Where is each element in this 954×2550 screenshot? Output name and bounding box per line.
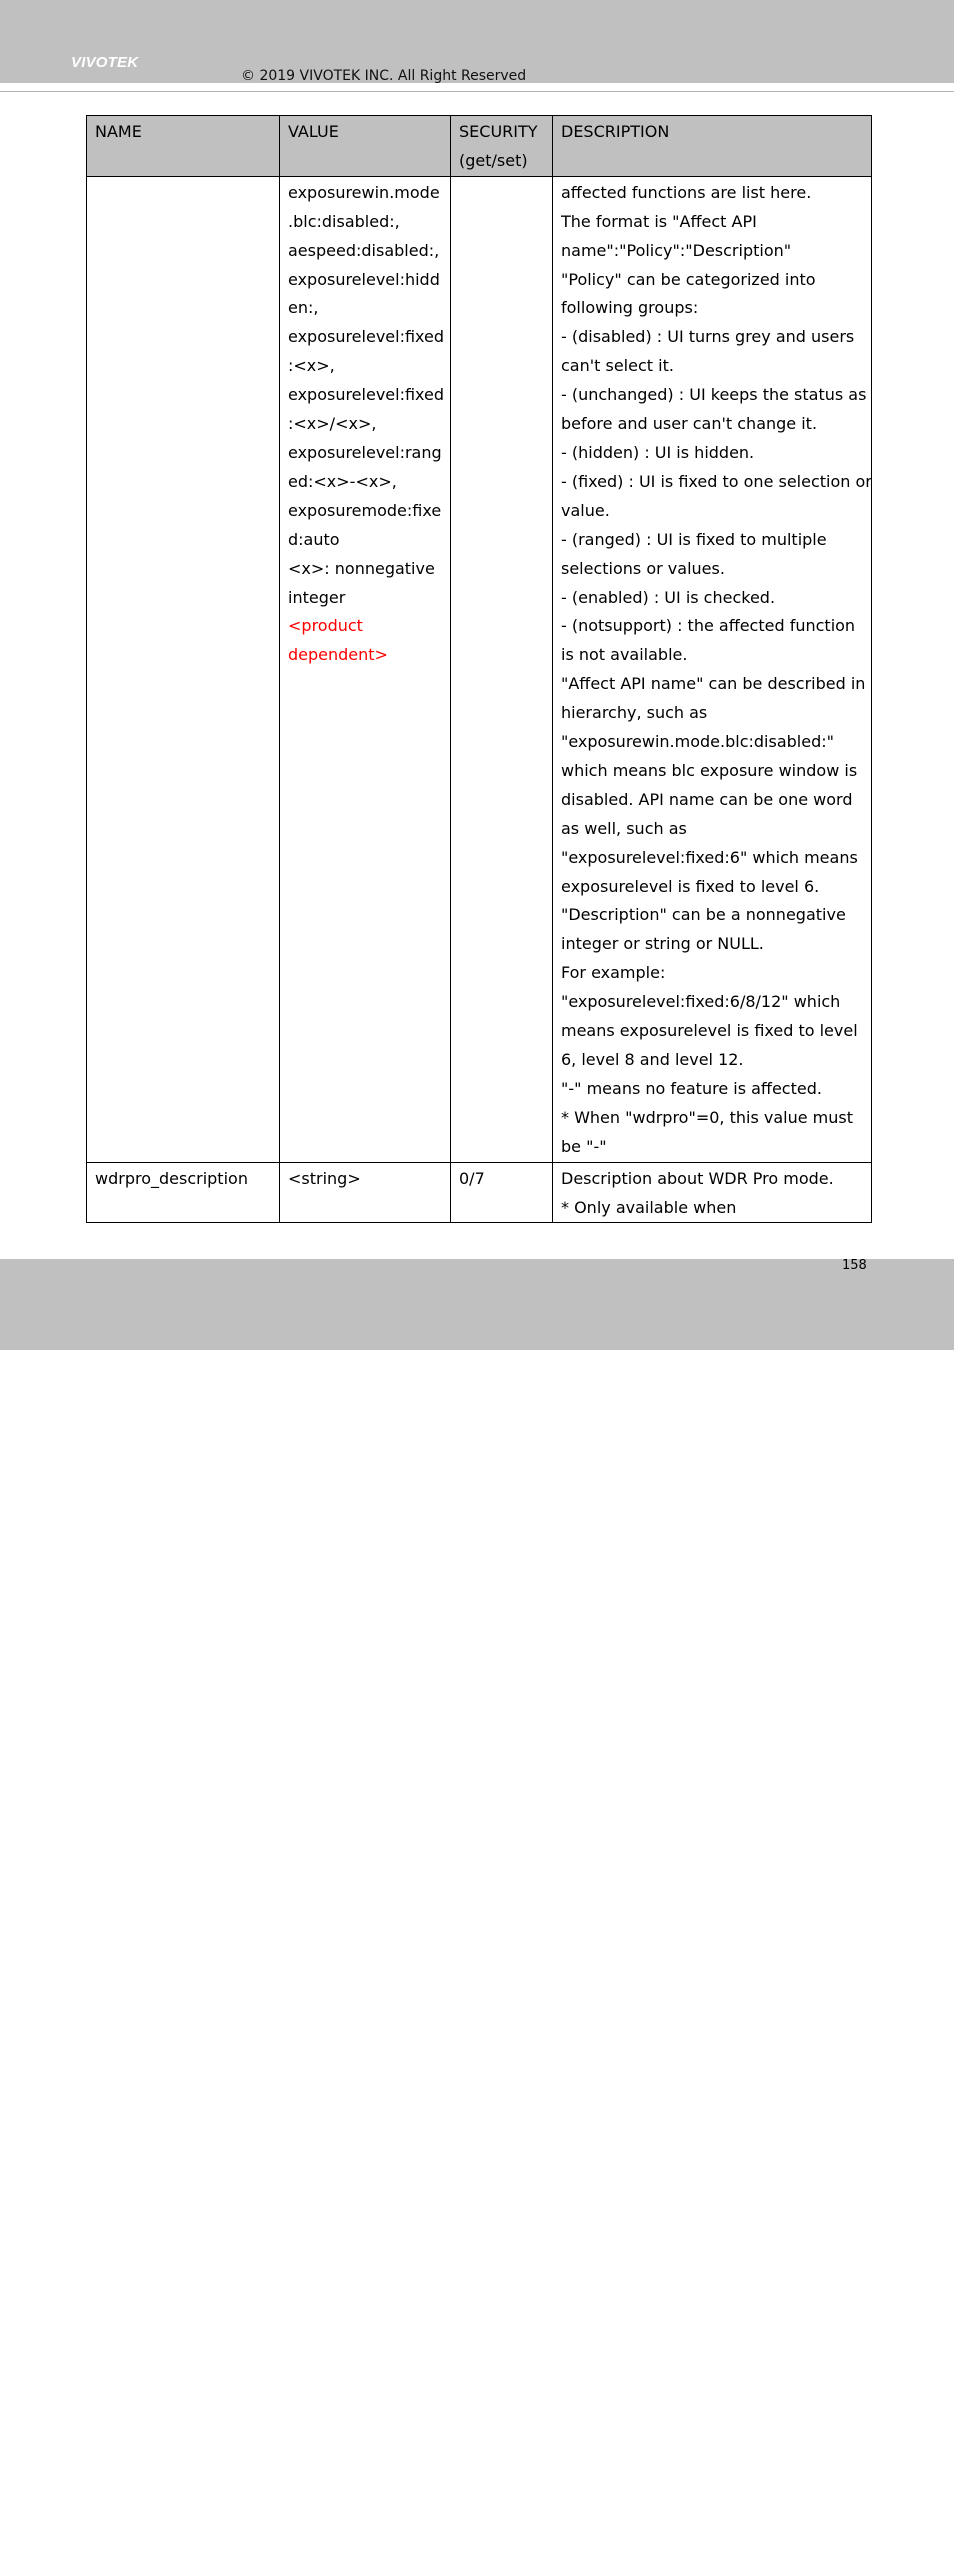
cell-security <box>451 176 553 1162</box>
cell-value: exposurewin.mode .blc:disabled:, aespeed:disabled:, exposurelevel:hidd en:, exposurelevel:fixed :<x>, exposurelevel:fixed :<x>/<x>, exposurelevel:rang ed:<x>-<x>, exposuremode:fixe d:auto <x>: nonnegative integer <product dependent> <box>280 176 451 1162</box>
footer-bar <box>0 1259 954 2550</box>
table-row <box>87 1162 872 1223</box>
brand-logo: VIVOTEK <box>71 54 139 71</box>
cell-security: 0/7 <box>451 1162 553 1223</box>
column-header-security: SECURITY (get/set) <box>451 116 553 177</box>
column-header-value: VALUE <box>280 116 451 177</box>
table-row <box>87 176 872 1162</box>
cell-value: <string> <box>280 1162 451 1223</box>
header-divider <box>0 91 954 92</box>
copyright-notice: © 2019 VIVOTEK INC. All Right Reserved <box>241 68 527 84</box>
page-number: 158 <box>842 1258 867 1273</box>
header-bar <box>0 0 954 83</box>
cell-name: wdrpro_description <box>87 1162 280 1223</box>
parameter-table <box>86 115 872 1223</box>
manual-label: 290 - User's Manual <box>69 2534 194 2550</box>
table-header-row <box>87 116 872 177</box>
column-header-name: NAME <box>87 116 280 177</box>
cell-description: affected functions are list here. The format is "Affect API name":"Policy":"Description" "Policy" can be categorized into following groups: - (disabled) : UI turns grey and users can't select it. - (unchanged) : UI keeps the status as before and user can't change it. - (hidden) : UI is hidden. - (fixed) : UI is fixed to one selection or value. - (ranged) : UI is fixed to multiple selections or values. - (enabled) : UI is checked. - (notsupport) : the affected function is not available. "Affect API name" can be described in hierarchy, such as "exposurewin.mode.blc:disabled:" which means blc exposure window is disabled. API name can be one word as well, such as "exposurelevel:fixed:6" which means exposurelevel is fixed to level 6. "Description" can be a nonnegative integer or string or NULL. For example: "exposurelevel:fixed:6/8/12" which means exposurelevel is fixed to level 6, level 8 and level 12. "-" means no feature is affected. * When "wdrpro"=0, this value must be "-" <box>553 176 872 1162</box>
cell-description: Description about WDR Pro mode. * Only available when <box>553 1162 872 1223</box>
column-header-description: DESCRIPTION <box>553 116 872 177</box>
cell-name <box>87 176 280 1162</box>
